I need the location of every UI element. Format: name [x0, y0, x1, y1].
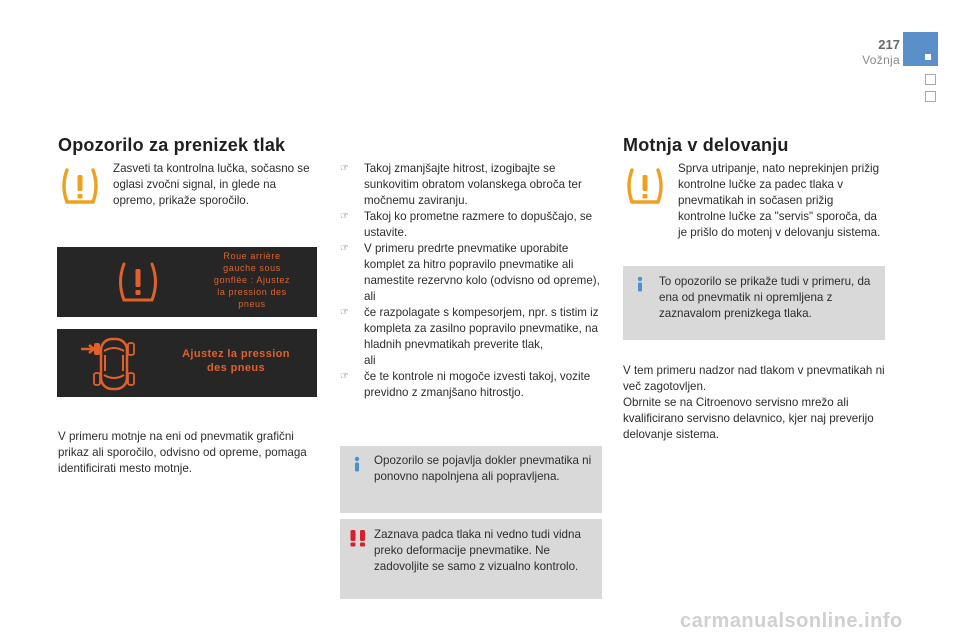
page-number: 217	[878, 37, 900, 52]
bullet-icon: ☞	[340, 307, 349, 318]
chapter-tab[interactable]	[925, 91, 936, 102]
instruction-item: ☞ če te kontrole ni mogoče izvesti takoj, vozite previdno z zmanjšano hitrostjo.	[340, 370, 591, 399]
info-box-no-sensor	[623, 266, 885, 340]
display-line: gauche sous	[223, 263, 281, 273]
bullet-icon: ☞	[340, 163, 349, 174]
chapter-tab[interactable]	[925, 74, 936, 85]
display-line: pneus	[238, 299, 266, 309]
info-box-warning-persists	[340, 446, 602, 513]
instructions-list	[340, 161, 602, 401]
tyre-pressure-display-icon	[114, 259, 162, 305]
display-line: gonflée : Ajustez	[213, 275, 291, 285]
or-separator: ali	[364, 354, 376, 367]
tyre-pressure-warning-icon	[623, 166, 667, 206]
warning-box-visual-check	[340, 519, 602, 599]
info-box-text: Opozorilo se pojavlja dokler pnevmatika ni ponovno napolnjena ali popravljena.	[374, 454, 592, 483]
malfunction-details	[623, 363, 885, 443]
tyre-pressure-warning-icon	[58, 166, 102, 206]
instruction-item: ☞ če razpolagate s kompesorjem, npr. s tistim iz kompleta za zasilno popravilo pnevmatike, na hladnih pnevmatikah preverite tlak,	[340, 306, 599, 351]
low-pressure-intro: Zasveti ta kontrolna lučka, sočasno se oglasi zvočni signal, in glede na opremo, prikaže sporočilo.	[113, 162, 310, 207]
display-line: Ajustez la pression	[182, 348, 290, 360]
car-top-view-icon	[79, 335, 149, 393]
display-line: la pression des	[217, 287, 287, 297]
instruction-item: ☞ Takoj ko prometne razmere to dopuščajo, se ustavite.	[340, 210, 593, 239]
graphic-display-note: V primeru motnje na eni od pnevmatik grafični prikaz ali sporočilo, odvisno od opreme, pomaga identificirati mesto motnje.	[58, 430, 307, 475]
warning-box-text: Zaznava padca tlaka ni vedno tudi vidna preko deformacije pnevmatike. Ne zadovoljite se samo z vizualno kontrolo.	[374, 528, 581, 573]
info-icon	[633, 276, 647, 292]
malfunction-text: Obrnite se na Citroenovo servisno mrežo ali kvalificirano servisno delavnico, kjer naj preverijo delovanje sistema.	[623, 396, 874, 441]
malfunction-text: V tem primeru nadzor nad tlakom v pnevmatikah ni več zagotovljen.	[623, 364, 885, 393]
display-line: des pneus	[206, 362, 265, 374]
display-line: Roue arrière	[223, 251, 281, 261]
tab-square-icon	[925, 54, 931, 60]
malfunction-intro: Sprva utripanje, nato neprekinjen prižig kontrolne lučke za padec tlaka v pnevmatikah in sočasen prižig kontrolne lučke za "servis" sporoča, da je prišlo do motenj v delovanju sistema.	[678, 162, 881, 239]
info-icon	[350, 456, 364, 472]
bullet-icon: ☞	[340, 211, 349, 222]
instruction-item: ☞ Takoj zmanjšajte hitrost, izogibajte se sunkovitim obratom volanskega obroča ter močnemu zaviranju.	[340, 162, 582, 207]
bullet-icon: ☞	[340, 371, 349, 382]
section-title-low-pressure: Opozorilo za prenizek tlak	[58, 135, 286, 155]
dashboard-display-message	[57, 247, 317, 317]
watermark: carmanualsonline.info	[680, 610, 903, 632]
dashboard-display-car-graphic	[57, 329, 317, 397]
exclamation-warning-icon	[348, 529, 368, 547]
chapter-tab-active[interactable]	[903, 32, 938, 66]
or-separator: ali	[364, 290, 376, 303]
info-box-text: To opozorilo se prikaže tudi v primeru, da ena od pnevmatik ni opremljena z zaznavalom prenizkega tlaka.	[659, 275, 871, 320]
bullet-icon: ☞	[340, 243, 349, 254]
section-name: Vožnja	[862, 53, 900, 67]
section-title-malfunction: Motnja v delovanju	[623, 135, 789, 155]
instruction-item: ☞ V primeru predrte pnevmatike uporabite komplet za hitro popravilo pnevmatike ali namestite rezervno kolo (odvisno od opreme),	[340, 242, 600, 287]
